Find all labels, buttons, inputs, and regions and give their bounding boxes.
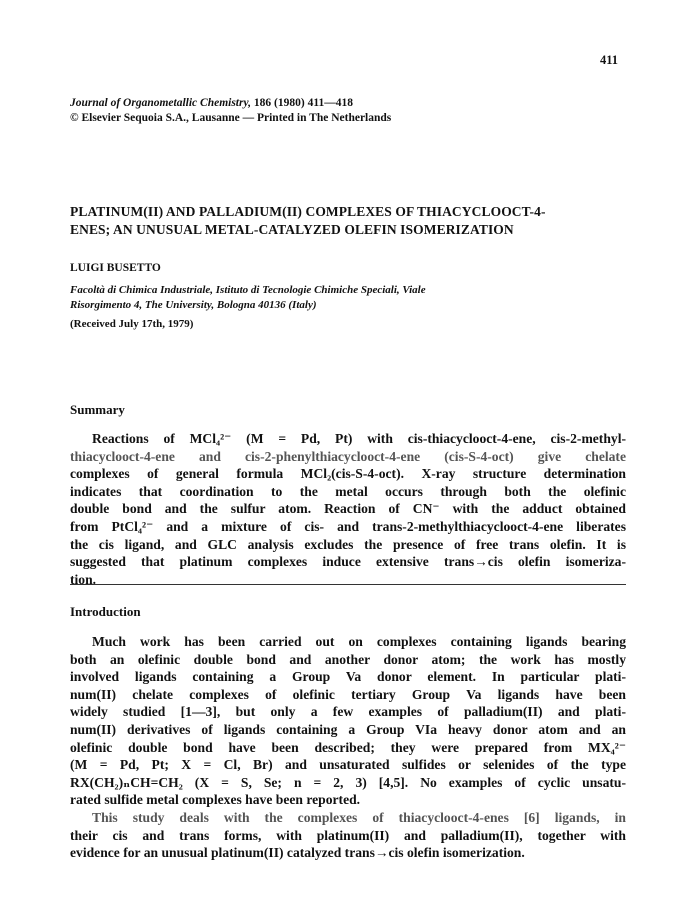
summary-line: tion. bbox=[70, 571, 97, 587]
journal-name: Journal of Organometallic Chemistry, bbox=[70, 97, 252, 109]
author-affiliation bbox=[70, 283, 610, 313]
intro-line: (M = Pd, Pt; X = Cl, Br) and unsaturated sulfides or selenides of the type bbox=[70, 757, 626, 773]
page-number: 411 bbox=[599, 53, 618, 67]
summary-line: complexes of general formula MCl₂(cis-S-4-oct). X-ray structure determination bbox=[70, 466, 626, 482]
received-date: (Received July 17th, 1979) bbox=[70, 318, 194, 330]
article-title-line-2: ENES; AN UNUSUAL METAL-CATALYZED OLEFIN ISOMERIZATION bbox=[70, 222, 514, 237]
affiliation-line-1: Facoltà di Chimica Industriale, Istituto di Tecnologie Chimiche Speciali, Viale bbox=[70, 284, 426, 296]
intro-line: num(II) chelate complexes of olefinic tertiary Group Va ligands have been bbox=[70, 686, 626, 702]
introduction-paragraph-1 bbox=[70, 633, 626, 809]
summary-line: suggested that platinum complexes induce extensive trans→cis olefin isomeriza- bbox=[70, 554, 626, 570]
summary-line: double bond and the sulfur atom. Reaction of CN⁻ with the adduct obtained bbox=[70, 501, 626, 517]
summary-line: thiacyclooct-4-ene and cis-2-phenylthiacyclooct-4-ene (cis-S-4-oct) give chelate bbox=[70, 448, 626, 464]
journal-citation bbox=[70, 96, 391, 126]
journal-citation-line-1 bbox=[70, 96, 391, 111]
introduction-paragraph-2 bbox=[70, 809, 626, 862]
intro-line: This study deals with the complexes of thiacyclooct-4-enes [6] ligands, in bbox=[92, 810, 626, 825]
summary-line: the cis ligand, and GLC analysis excludes the presence of free trans olefin. It is bbox=[70, 536, 626, 552]
intro-line: involved ligands containing a Group Va donor element. In particular plati- bbox=[70, 669, 626, 685]
section-divider bbox=[70, 584, 626, 585]
intro-line: widely studied [1—3], but only a few examples of palladium(II) and plati- bbox=[70, 704, 626, 720]
summary-heading: Summary bbox=[70, 402, 125, 417]
affiliation-line-2: Risorgimento 4, The University, Bologna 40136 (Italy) bbox=[70, 299, 317, 311]
article-title-line-1: PLATINUM(II) AND PALLADIUM(II) COMPLEXES OF THIACYCLOOCT-4- bbox=[70, 204, 546, 219]
intro-line: Much work has been carried out on complexes containing ligands bearing bbox=[92, 634, 626, 649]
intro-line: rated sulfide metal complexes have been reported. bbox=[70, 792, 361, 808]
intro-line: evidence for an unusual platinum(II) catalyzed trans→cis olefin isomerization. bbox=[70, 845, 525, 861]
intro-line: RX(CH₂)ₙCH=CH₂ (X = S, Se; n = 2, 3) [4,5]. No examples of cyclic unsatu- bbox=[70, 774, 626, 790]
journal-volume-pages: 186 (1980) 411—418 bbox=[251, 97, 353, 109]
introduction-heading: Introduction bbox=[70, 604, 141, 619]
article-title bbox=[70, 203, 630, 239]
author-name: LUIGI BUSETTO bbox=[70, 262, 161, 274]
intro-line: their cis and trans forms, with platinum(II) and palladium(II), together with bbox=[70, 827, 626, 843]
summary-line: from PtCl₄²⁻ and a mixture of cis- and trans-2-methylthiacyclooct-4-ene liberates bbox=[70, 518, 626, 534]
publisher-line: © Elsevier Sequoia S.A., Lausanne — Printed in The Netherlands bbox=[70, 112, 392, 124]
intro-line: both an olefinic double bond and another donor atom; the work has mostly bbox=[70, 651, 626, 667]
summary-line: indicates that coordination to the metal occurs through both the olefinic bbox=[70, 483, 626, 499]
summary-body bbox=[70, 430, 626, 588]
intro-line: olefinic double bond have been described; they were prepared from MX₄²⁻ bbox=[70, 739, 626, 755]
summary-line: Reactions of MCl₄²⁻ (M = Pd, Pt) with cis-thiacyclooct-4-ene, cis-2-methyl- bbox=[92, 431, 626, 446]
intro-line: num(II) derivatives of ligands containing a Group VIa heavy donor atom and an bbox=[70, 721, 626, 737]
